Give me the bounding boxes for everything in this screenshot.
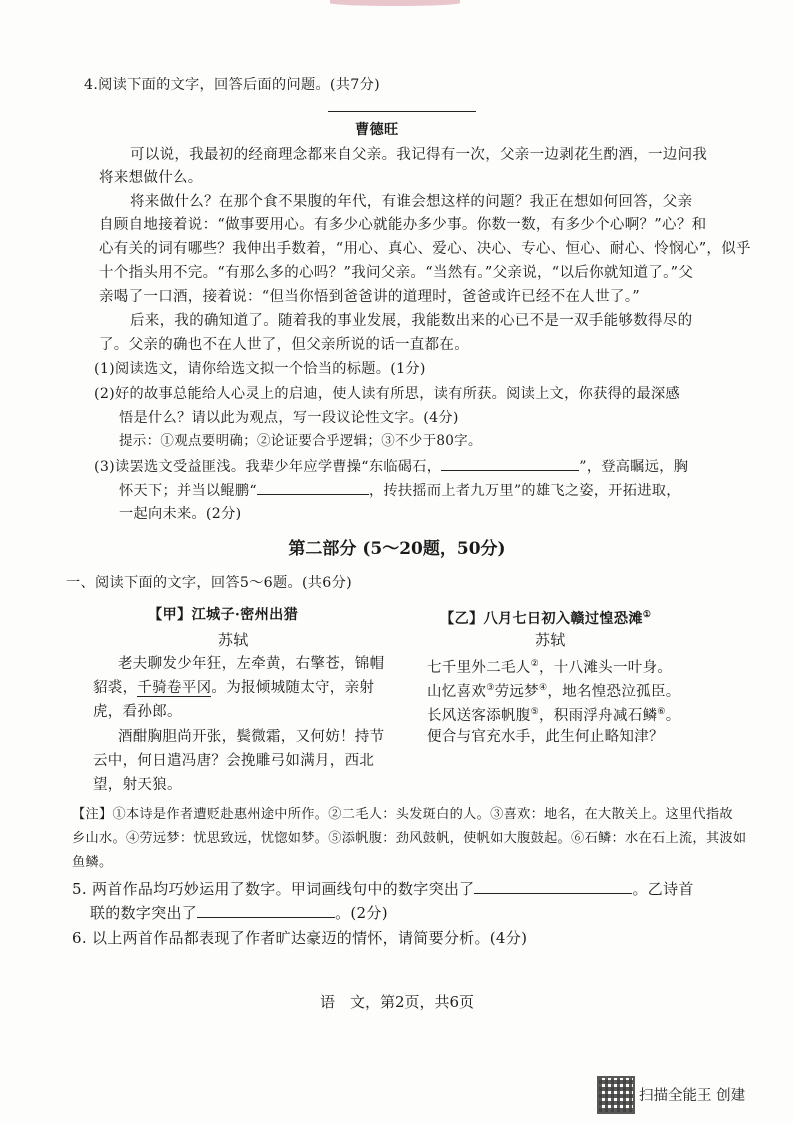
q4-author: 曹德旺 — [355, 122, 399, 138]
q5-l2 — [90, 903, 388, 923]
q4-p2-l2: 自顾自地接着说：“做事要用心。有多少心就能办多少事。你数一数，有多少个心啊？”心？和 — [99, 217, 707, 233]
q4-sub3-l1 — [94, 456, 688, 477]
poemB-l3-a: 长风送客添帆腹 — [427, 708, 531, 724]
top-edge-mark — [330, 0, 460, 6]
poemA-underlined-line: 千骑卷平冈 — [137, 680, 212, 696]
qr-code-icon — [597, 1076, 635, 1114]
q5-l2-a: 联的数字突出了 — [90, 904, 198, 922]
q4-sub3-l1-text-b: ”，登高瞩远，胸 — [579, 459, 689, 475]
poemB-note-5: ⑤ — [530, 707, 539, 717]
poemB-title — [440, 605, 651, 629]
section1-heading: 一、阅读下面的文字，回答5～6题。(共6分) — [66, 575, 352, 591]
q4-sub2-l2: 悟是什么？请以此为观点，写一段议论性文字。(4分) — [119, 410, 459, 426]
poemA-l1: 老夫聊发少年狂，左牵黄，右擎苍，锦帽 — [118, 656, 385, 672]
poemA-l4: 酒酣胸胆尚开张，鬓微霜，又何妨！持节 — [118, 729, 385, 745]
q4-p2-l3: 心有关的词有哪些？我伸出手数着，“用心、真心、爱心、决心、专心、恒心、耐心、怜悯心”，似乎 — [99, 241, 751, 257]
poemA-l5: 云中，何日遣冯唐？会挽雕弓如满月，西北 — [93, 753, 375, 769]
q4-sub3-l2-text-b: ，抟扶摇而上者九万里”的雄飞之姿，开拓进取， — [368, 483, 681, 499]
answer-blank-1[interactable] — [441, 456, 579, 471]
q4-sub1: (1)阅读选文，请你给选文拟一个恰当的标题。(1分) — [94, 361, 426, 377]
poemB-author: 苏轼 — [535, 631, 566, 649]
q4-sub3-l2-text-a: 怀天下；并当以鲲鹏“ — [119, 483, 257, 499]
poemB-note-2: ② — [530, 659, 539, 669]
poemB-l1-b: ，十八滩头一叶身。 — [538, 660, 673, 676]
poemB-l3-b: ，积雨浮舟减石鳞 — [538, 708, 658, 724]
poemA-l2-a: 貂裘， — [93, 680, 138, 696]
title-blank-rule — [328, 111, 476, 112]
poemA-l2-b: 。为报倾城随太守，亲射 — [211, 680, 375, 696]
poemA-author: 苏轼 — [218, 631, 249, 649]
answer-blank-2[interactable] — [257, 480, 369, 495]
q4-p1-l1: 可以说，我最初的经商理念都来自父亲。我记得有一次，父亲一边剥花生酌酒，一边问我 — [130, 147, 708, 163]
poemB-note-6: ⑥ — [657, 707, 666, 717]
q5-l1 — [72, 879, 694, 899]
q5-l1-a: 5. 两首作品均巧妙运用了数字。甲词画线句中的数字突出了 — [72, 880, 475, 898]
scanner-watermark: 扫描全能王 创建 — [639, 1088, 746, 1104]
q4-sub2-tip: 提示：①观点要明确；②论证要合乎逻辑；③不少于80字。 — [119, 433, 482, 449]
poemB-note-4: ④ — [538, 683, 548, 693]
q4-sub2-l1: (2)好的故事总能给人心灵上的启迪，使人读有所思，读有所获。阅读上文，你获得的最深感 — [94, 386, 681, 402]
answer-blank-q5-2[interactable] — [197, 903, 335, 918]
poemB-title-text: 【乙】八月七日初入赣过惶恐滩 — [440, 611, 643, 627]
poemB-l2-c: ，地名惶恐泣孤臣。 — [547, 684, 681, 700]
part2-title: 第二部分 (5～20题，50分) — [288, 539, 506, 559]
q4-sub3-l2 — [119, 480, 681, 501]
q4-sub3-l3: 一起向未来。(2分) — [119, 506, 242, 522]
poemB-l3-c: 。 — [665, 708, 681, 724]
poemB-l3 — [427, 702, 681, 726]
poemB-l4: 便合与官充水手，此生何止略知津？ — [427, 729, 664, 745]
q4-p2-l4: 十个指头用不完。“有那么多的心吗？”我问父亲。“当然有。”父亲说，“以后你就知道了。”父 — [99, 265, 694, 281]
poemB-l2 — [427, 678, 681, 702]
poemB-note-3: ③ — [486, 683, 495, 693]
poemA-l2 — [93, 678, 374, 698]
poemB-l2-a: 山忆喜欢 — [427, 684, 487, 700]
q5-l2-b: 。(2分) — [335, 904, 388, 922]
q4-sub3-l1-text-a: (3)读罢选文受益匪浅。我辈少年应学曹操“东临碣石， — [94, 459, 442, 475]
notes-l3: 鱼鳞。 — [72, 855, 113, 870]
q4-p1-l2: 将来想做什么。 — [99, 170, 203, 186]
page-footer: 语 文，第2页，共6页 — [319, 993, 475, 1011]
poemB-l1 — [427, 654, 672, 678]
poemB-title-note: ① — [642, 610, 652, 620]
q4-p2-l5: 亲喝了一口酒，接着说：“但当你悟到爸爸讲的道理时，爸爸或许已经不在人世了。” — [99, 289, 640, 305]
poemA-title: 【甲】江城子·密州出猎 — [148, 607, 299, 623]
q4-p3-l1: 后来，我的确知道了。随着我的事业发展，我能数出来的心已不是一双手能够数得尽的 — [130, 313, 693, 329]
notes-l2: 乡山水。④劳远梦：忧思致远，忧惚如梦。⑤添帆腹：劲风鼓帆，使帆如大腹鼓起。⑥石鳞：水在石上流，其波如 — [72, 831, 747, 846]
q5-l1-b: 。乙诗首 — [632, 880, 694, 898]
q6: 6. 以上两首作品都表现了作者旷达豪迈的情怀，请简要分析。(4分) — [72, 929, 528, 947]
poemB-l2-b: 劳远梦 — [494, 684, 539, 700]
answer-blank-q5-1[interactable] — [474, 879, 632, 894]
notes-l1: 【注】①本诗是作者遭贬赴惠州途中所作。②二毛人：头发斑白的人。③喜欢：地名，在大散关上。这里代指故 — [72, 807, 733, 822]
poemA-l6: 望，射天狼。 — [93, 777, 182, 793]
poemA-l3: 虎，看孙郎。 — [93, 704, 182, 720]
q4-p2-l1: 将来做什么？在那个食不果腹的年代，有谁会想这样的问题？我正在想如何回答，父亲 — [130, 194, 693, 210]
q4-p3-l2: 了。父亲的确也不在人世了，但父亲所说的话一直都在。 — [99, 337, 469, 353]
poemB-l1-a: 七千里外二毛人 — [427, 660, 531, 676]
q4-heading: 4.阅读下面的文字，回答后面的问题。(共7分) — [84, 77, 380, 93]
